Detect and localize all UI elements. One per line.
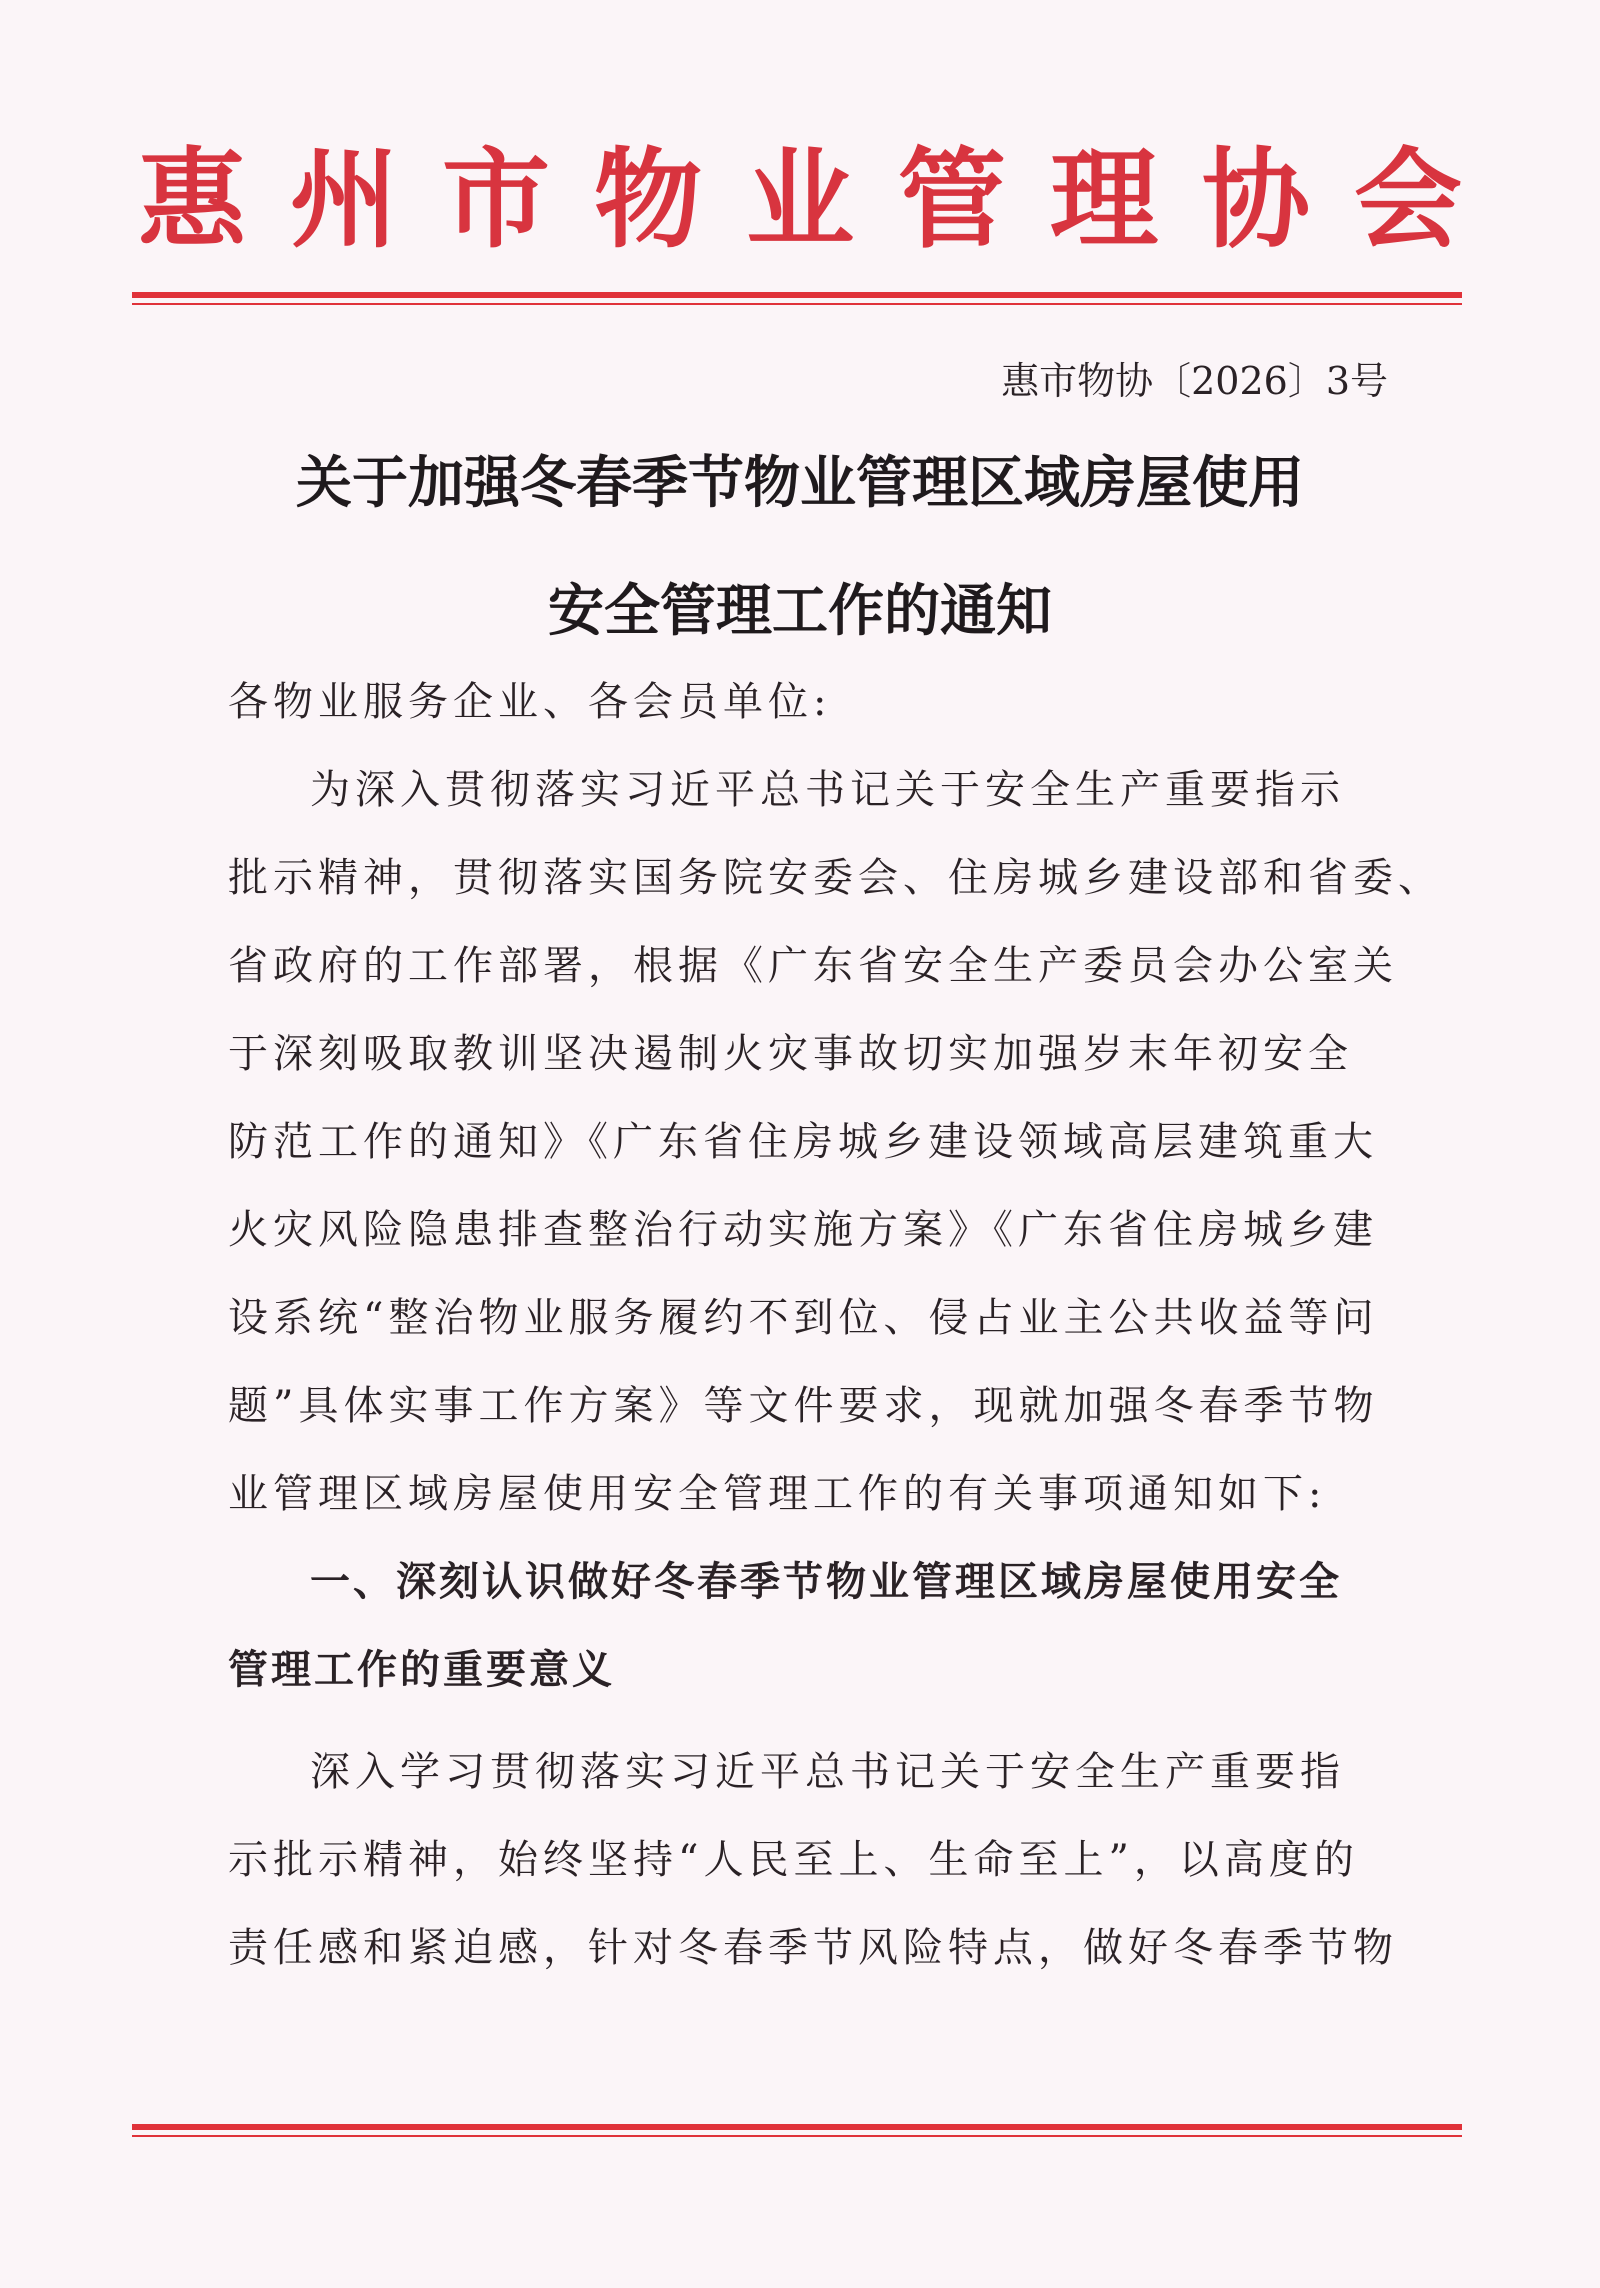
document-title-line-1: 关于加强冬春季节物业管理区域房屋使用 [296,450,1304,516]
body-line: 业管理区域房屋使用安全管理工作的有关事项通知如下: [228,1471,1327,1517]
body-line: 防范工作的通知》《广东省住房城乡建设领域高层建筑重大 [228,1119,1378,1165]
header-divider [132,292,1462,305]
body-line: 为深入贯彻落实习近平总书记关于安全生产重要指示 [310,767,1345,813]
salutation: 各物业服务企业、各会员单位: [228,679,832,725]
header-divider-thin-line [132,303,1462,305]
section-heading-line-2: 管理工作的重要意义 [228,1646,615,1693]
footer-divider-thin-line [132,2135,1462,2137]
body-line: 示批示精神，始终坚持“人民至上、生命至上”，以高度的 [228,1837,1359,1883]
document-title-line-2: 安全管理工作的通知 [548,578,1052,644]
footer-divider-thick-line [132,2124,1462,2130]
body-line: 题”具体实事工作方案》等文件要求，现就加强冬春季节物 [228,1383,1379,1429]
organization-name-header: 惠州市物业管理协会 [137,137,1506,263]
section-heading-line-1: 一、深刻认识做好冬春季节物业管理区域房屋使用安全 [310,1558,1342,1605]
header-divider-thick-line [132,292,1462,298]
body-line: 于深刻吸取教训坚决遏制火灾事故切实加强岁末年初安全 [228,1031,1353,1077]
body-line: 责任感和紧迫感，针对冬春季节风险特点，做好冬春季节物 [228,1925,1398,1971]
footer-divider [132,2124,1462,2137]
body-line: 深入学习贯彻落实习近平总书记关于安全生产重要指 [310,1749,1345,1795]
document-number: 惠市物协〔2026〕3号 [1001,359,1388,403]
body-line: 火灾风险隐患排查整治行动实施方案》《广东省住房城乡建 [228,1207,1378,1253]
body-line: 设系统“整治物业服务履约不到位、侵占业主公共收益等问 [228,1295,1379,1341]
body-line: 批示精神，贯彻落实国务院安委会、住房城乡建设部和省委、 [228,855,1443,901]
body-line: 省政府的工作部署，根据《广东省安全生产委员会办公室关 [228,943,1398,989]
